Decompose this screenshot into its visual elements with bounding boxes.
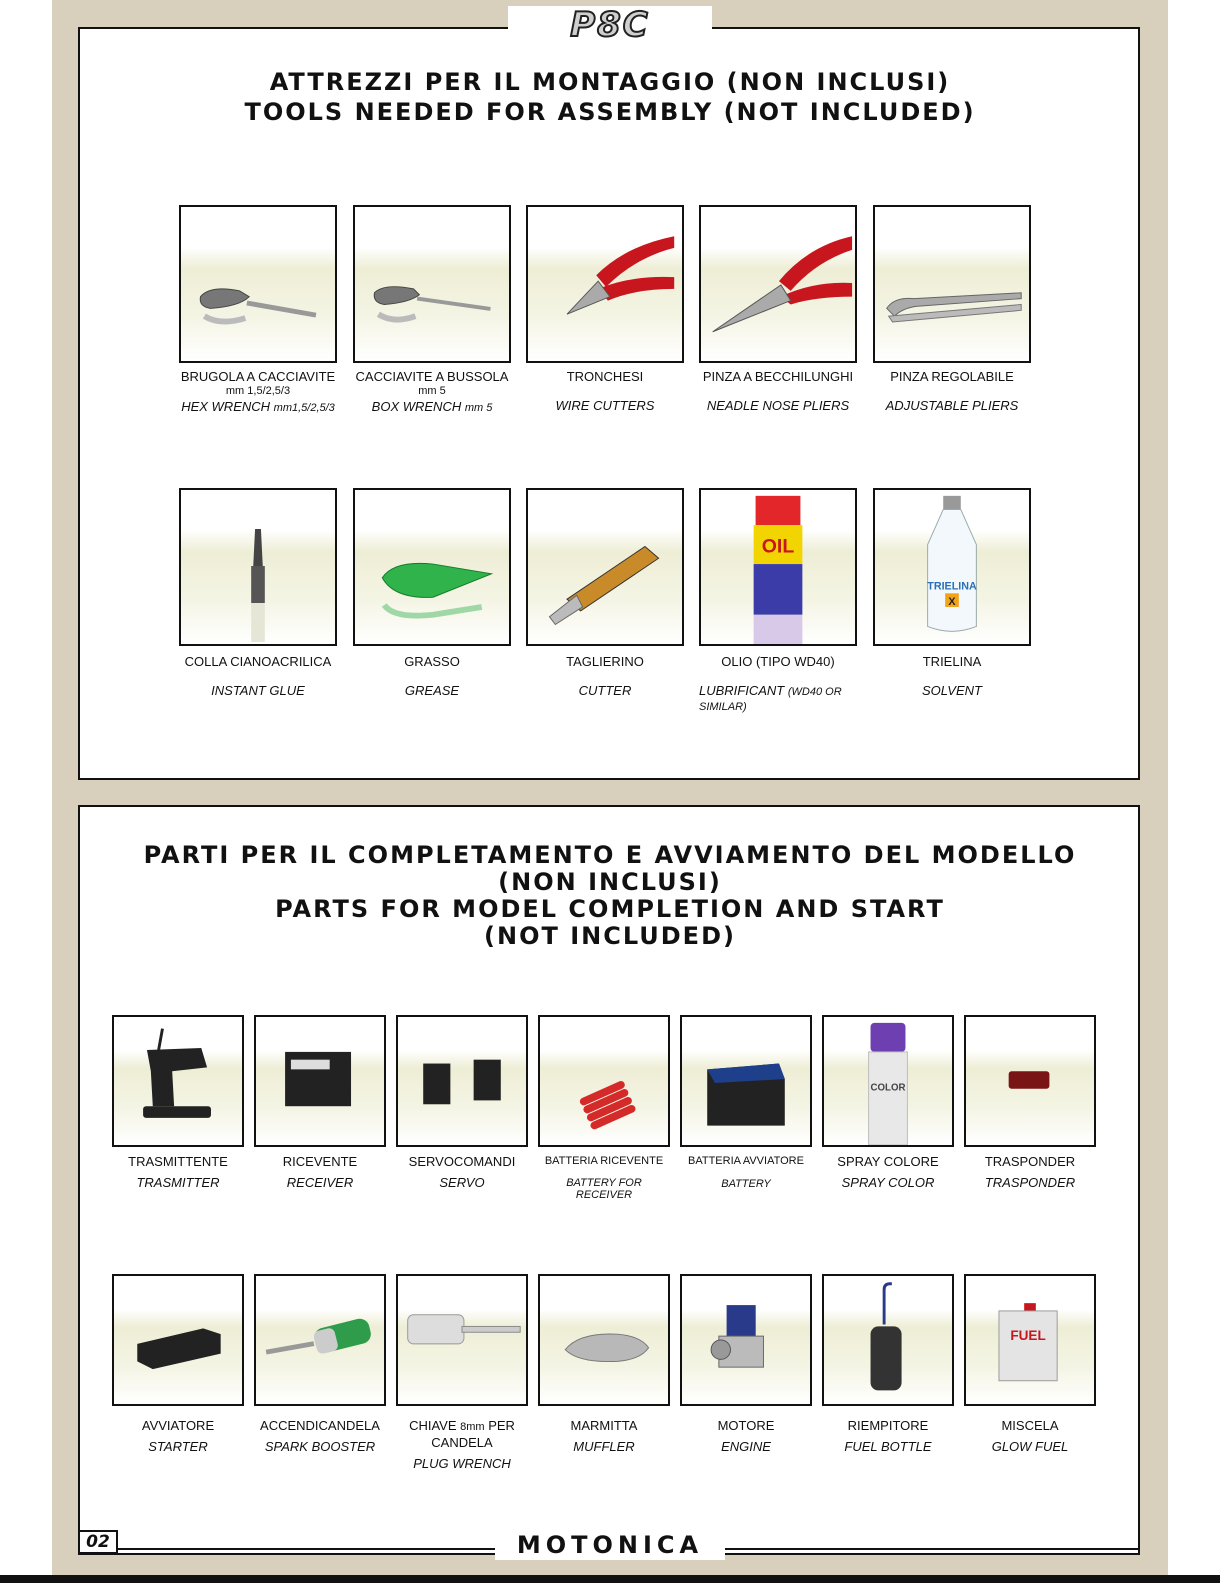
tools-title-it: ATTREZZI PER IL MONTAGGIO (NON INCLUSI) xyxy=(269,68,951,96)
hex-wrench-image xyxy=(179,205,337,363)
tool-caption-lubricant xyxy=(693,654,863,715)
tool-caption-box-wrench xyxy=(347,369,517,416)
page-number: 02 xyxy=(78,1530,118,1554)
solvent-bottle-image xyxy=(873,488,1031,646)
caption-it: RICEVENTE xyxy=(282,1154,358,1169)
caption-it: RIEMPITORE xyxy=(847,1418,929,1433)
part-caption-starter xyxy=(102,1418,254,1454)
instant-glue-image xyxy=(179,488,337,646)
caption-en: ADJUSTABLE PLIERS xyxy=(885,398,1019,413)
caption-en: CUTTER xyxy=(578,683,632,698)
tool-caption-adjustable-pliers xyxy=(867,369,1037,413)
logo-text: P8C xyxy=(570,5,650,45)
caption-en: GREASE xyxy=(404,683,460,698)
brand-logo xyxy=(495,1530,725,1560)
caption-it: TRIELINA xyxy=(922,654,982,669)
part-caption-glow-fuel xyxy=(954,1418,1106,1454)
caption-en-sub: mm1,5/2,5/3 xyxy=(273,402,335,414)
caption-en: SERVO xyxy=(439,1175,485,1190)
tools-title-en: TOOLS NEEDED FOR ASSEMBLY (NOT INCLUDED) xyxy=(244,98,976,126)
caption-en: MUFFLER xyxy=(573,1439,635,1454)
caption-it: ACCENDICANDELA xyxy=(260,1418,380,1433)
parts-title-it-sub: (NON INCLUSI) xyxy=(498,868,722,896)
engine-image xyxy=(680,1274,812,1406)
caption-it: MISCELA xyxy=(1001,1418,1059,1433)
caption-it: AVVIATORE xyxy=(141,1418,215,1433)
caption-en-sub: mm 5 xyxy=(464,402,493,414)
caption-it: PINZA REGOLABILE xyxy=(890,369,1014,384)
caption-en: STARTER xyxy=(148,1439,208,1454)
muffler-image xyxy=(538,1274,670,1406)
caption-en: SPARK BOOSTER xyxy=(264,1439,376,1454)
caption-en: WIRE CUTTERS xyxy=(555,398,655,413)
part-caption-muffler xyxy=(528,1418,680,1454)
adjustable-pliers-image xyxy=(873,205,1031,363)
receiver-battery-image xyxy=(538,1015,670,1147)
parts-title-it: PARTI PER IL COMPLETAMENTO E AVVIAMENTO DEL MODELLO xyxy=(143,841,1077,869)
caption-it-size: 8mm xyxy=(460,1421,485,1433)
part-caption-plug-wrench xyxy=(386,1418,538,1471)
part-caption-servo xyxy=(386,1154,538,1190)
box-wrench-image xyxy=(353,205,511,363)
plug-wrench-image xyxy=(396,1274,528,1406)
caption-it: BRUGOLA A CACCIAVITE xyxy=(180,369,336,384)
page-margin-left xyxy=(0,0,52,1583)
caption-en: SPRAY COLOR xyxy=(841,1175,935,1190)
page-margin-right xyxy=(1168,0,1220,1583)
starter-image xyxy=(112,1274,244,1406)
solvent-mark: X xyxy=(948,596,956,609)
caption-it-end: PER xyxy=(484,1418,515,1433)
caption-en: BOX WRENCH xyxy=(371,399,462,414)
part-caption-spark-booster xyxy=(244,1418,396,1454)
solvent-label: TRIELINA xyxy=(927,580,977,593)
caption-it: CACCIAVITE A BUSSOLA xyxy=(355,369,509,384)
tool-caption-instant-glue xyxy=(173,654,343,698)
caption-it: CHIAVE xyxy=(409,1418,461,1433)
caption-en: NEADLE NOSE PLIERS xyxy=(706,398,850,413)
parts-title-en-sub: (NOT INCLUDED) xyxy=(484,922,736,950)
brand-text: MOTONICA xyxy=(516,1531,704,1559)
glow-fuel-image xyxy=(964,1274,1096,1406)
part-caption-transmitter xyxy=(102,1154,254,1190)
caption-it: SPRAY COLORE xyxy=(837,1154,939,1169)
tool-caption-grease xyxy=(347,654,517,698)
fuel-label: FUEL xyxy=(1010,1328,1046,1343)
caption-it: MOTORE xyxy=(717,1418,775,1433)
caption-en: FUEL BOTTLE xyxy=(844,1439,932,1454)
parts-title-en: PARTS FOR MODEL COMPLETION AND START xyxy=(275,895,945,923)
caption-en-sub: (WD40 OR xyxy=(787,686,842,698)
transponder-image xyxy=(964,1015,1096,1147)
caption-it-sub: mm 5 xyxy=(418,385,446,397)
caption-en: BATTERY xyxy=(721,1178,771,1190)
caption-en: HEX WRENCH xyxy=(181,399,271,414)
receiver-image xyxy=(254,1015,386,1147)
caption-en: INSTANT GLUE xyxy=(211,683,305,698)
tool-caption-cutter xyxy=(520,654,690,698)
servo-image xyxy=(396,1015,528,1147)
part-caption-starter-battery xyxy=(670,1154,822,1192)
fuel-bottle-image xyxy=(822,1274,954,1406)
bottom-strip xyxy=(0,1575,1220,1583)
caption-en: TRASPONDER xyxy=(984,1175,1076,1190)
caption-it: OLIO (TIPO WD40) xyxy=(721,654,835,669)
part-caption-spray-color xyxy=(812,1154,964,1190)
cutter-image xyxy=(526,488,684,646)
tool-caption-hex-wrench xyxy=(173,369,343,416)
caption-it-sub: mm 1,5/2,5/3 xyxy=(225,385,291,397)
oil-can-image xyxy=(699,488,857,646)
caption-it: COLLA CIANOACRILICA xyxy=(184,654,332,669)
logo xyxy=(508,6,712,44)
part-caption-receiver-battery xyxy=(528,1154,680,1201)
part-caption-fuel-bottle xyxy=(812,1418,964,1454)
needle-nose-pliers-image xyxy=(699,205,857,363)
spark-booster-image xyxy=(254,1274,386,1406)
caption-en-line2: RECEIVER xyxy=(575,1189,633,1201)
spray-color-image xyxy=(822,1015,954,1147)
transmitter-image xyxy=(112,1015,244,1147)
caption-en: PLUG WRENCH xyxy=(413,1456,511,1471)
caption-it: TAGLIERINO xyxy=(566,654,644,669)
tool-caption-wire-cutters xyxy=(520,369,690,413)
spray-label: COLOR xyxy=(870,1082,906,1094)
grease-image xyxy=(353,488,511,646)
caption-it: BATTERIA RICEVENTE xyxy=(544,1155,664,1167)
caption-en: SOLVENT xyxy=(922,683,982,698)
caption-it: MARMITTA xyxy=(570,1418,638,1433)
caption-it: PINZA A BECCHILUNGHI xyxy=(702,369,854,384)
part-caption-transponder xyxy=(954,1154,1106,1190)
wire-cutters-image xyxy=(526,205,684,363)
part-caption-receiver xyxy=(244,1154,396,1190)
caption-en: TRASMITTER xyxy=(136,1175,220,1190)
starter-battery-image xyxy=(680,1015,812,1147)
caption-it: TRASMITTENTE xyxy=(128,1154,228,1169)
caption-it: TRASPONDER xyxy=(984,1154,1076,1169)
caption-en: BATTERY FOR xyxy=(566,1177,642,1189)
caption-it: TRONCHESI xyxy=(566,369,644,384)
caption-en: LUBRIFICANT xyxy=(699,683,785,698)
caption-en: RECEIVER xyxy=(286,1175,354,1190)
oil-label: OIL xyxy=(761,535,795,558)
caption-it: SERVOCOMANDI xyxy=(408,1154,516,1169)
tool-caption-solvent xyxy=(867,654,1037,698)
tool-caption-needle-nose-pliers xyxy=(693,369,863,413)
caption-en-sub2: SIMILAR) xyxy=(699,701,747,713)
caption-en: ENGINE xyxy=(721,1439,771,1454)
caption-it-line2: CANDELA xyxy=(431,1435,493,1450)
part-caption-engine xyxy=(670,1418,822,1454)
caption-it: BATTERIA AVVIATORE xyxy=(688,1155,804,1167)
caption-it: GRASSO xyxy=(404,654,460,669)
caption-en: GLOW FUEL xyxy=(991,1439,1069,1454)
